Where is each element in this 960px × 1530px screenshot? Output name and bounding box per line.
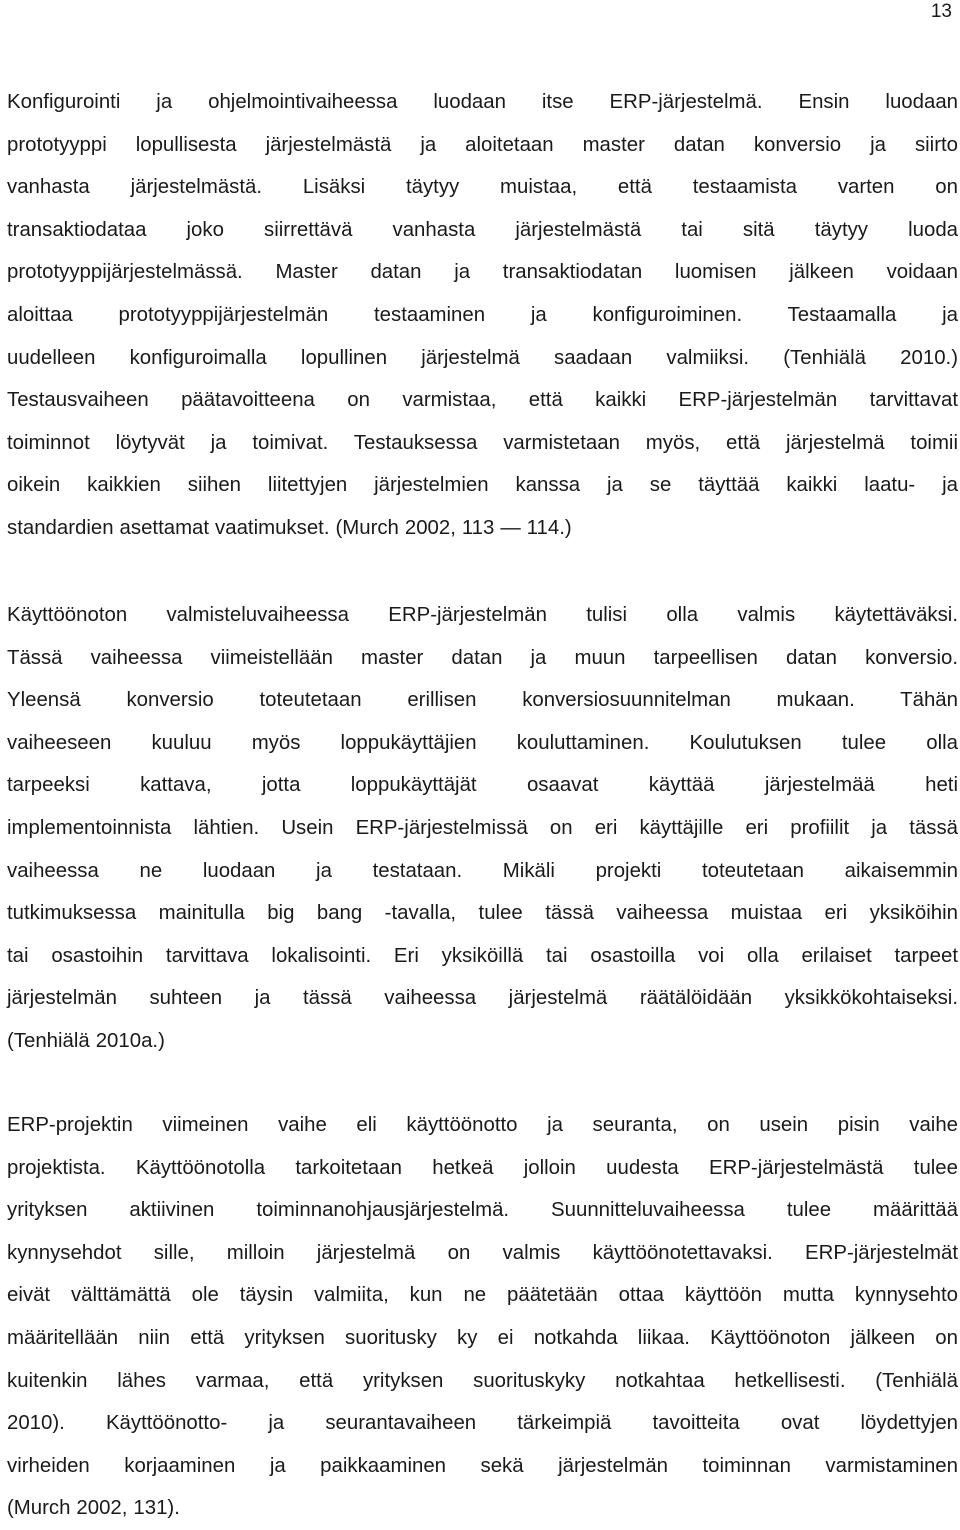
text-line: ERP-projektin viimeinen vaihe eli käyttöönotto ja seuranta, on usein pisin vaihe [7, 1114, 958, 1136]
text-line: järjestelmän suhteen ja tässä vaiheessa järjestelmä räätälöidään yksikkökohtaiseksi. [7, 987, 958, 1010]
text-line: tarpeeksi kattava, jotta loppukäyttäjät osaavat käyttää järjestelmää heti [7, 774, 958, 797]
text-line: prototyyppijärjestelmässä. Master datan ja transaktiodatan luomisen jälkeen voidaan [7, 261, 958, 284]
paragraph-configuration-phase [7, 81, 958, 550]
text-line: kuitenkin lähes varmaa, että yrityksen suorituskyky notkahtaa hetkellisesti. (Tenhiälä [7, 1369, 958, 1392]
text-line: aloittaa prototyyppijärjestelmän testaaminen ja konfiguroiminen. Testaamalla ja [7, 303, 958, 326]
text-line: standardien asettamat vaatimukset. (Murch 2002, 113 — 114.) [7, 516, 572, 539]
text-line: Tässä vaiheessa viimeistellään master datan ja muun tarpeellisen datan konversio. [7, 646, 958, 669]
page-number: 13 [930, 1, 952, 22]
text-line: virheiden korjaaminen ja paikkaaminen sekä järjestelmän toiminnan varmistaminen [7, 1454, 958, 1477]
paragraph-deployment-followup [7, 1104, 958, 1530]
text-line: määritellään niin että yrityksen suoritusky ky ei notkahda liikaa. Käyttöönoton jälkeen on [7, 1326, 958, 1349]
text-line: implementoinnista lähtien. Usein ERP-järjestelmissä on eri käyttäjille eri profiilit ja tässä [7, 816, 958, 839]
text-line: Käyttöönoton valmisteluvaiheessa ERP-järjestelmän tulisi olla valmis käytettäväksi. [7, 604, 958, 626]
text-line: kynnysehdot sille, milloin järjestelmä on valmis käyttöönotettavaksi. ERP-järjestelmät [7, 1241, 958, 1264]
text-line: Testausvaiheen päätavoitteena on varmistaa, että kaikki ERP-järjestelmän tarvittavat [7, 389, 958, 412]
text-line: vaiheeseen kuuluu myös loppukäyttäjien kouluttaminen. Koulutuksen tulee olla [7, 731, 958, 754]
text-line: eivät välttämättä ole täysin valmiita, kun ne päätetään ottaa käyttöön mutta kynnysehto [7, 1284, 958, 1307]
text-line: prototyyppi lopullisesta järjestelmästä ja aloitetaan master datan konversio ja siirto [7, 133, 958, 156]
text-line: tutkimuksessa mainitulla big bang -tavalla, tulee tässä vaiheessa muistaa eri yksiköihin [7, 902, 958, 925]
text-line: Konfigurointi ja ohjelmointivaiheessa luodaan itse ERP-järjestelmä. Ensin luodaan [7, 91, 958, 113]
text-line: toiminnot löytyvät ja toimivat. Testauksessa varmistetaan myös, että järjestelmä toimii [7, 431, 958, 454]
text-line: yrityksen aktiivinen toiminnanohjausjärjestelmä. Suunnitteluvaiheessa tulee määrittää [7, 1199, 958, 1222]
text-line: (Tenhiälä 2010a.) [7, 1029, 165, 1052]
text-line: tai osastoihin tarvittava lokalisointi. Eri yksiköillä tai osastoilla voi olla erilaiset tarpeet [7, 944, 958, 967]
text-line: vaiheessa ne luodaan ja testataan. Mikäli projekti toteutetaan aikaisemmin [7, 859, 958, 882]
text-line: uudelleen konfiguroimalla lopullinen järjestelmä saadaan valmiiksi. (Tenhiälä 2010.) [7, 346, 958, 369]
text-line: transaktiodataa joko siirrettävä vanhasta järjestelmästä tai sitä täytyy luoda [7, 218, 958, 241]
text-line: Yleensä konversio toteutetaan erillisen konversiosuunnitelman mukaan. Tähän [7, 689, 958, 712]
text-line: 2010). Käyttöönotto- ja seurantavaiheen tärkeimpiä tavoitteita ovat löydettyjen [7, 1412, 958, 1435]
text-line: (Murch 2002, 131). [7, 1497, 180, 1520]
text-line: vanhasta järjestelmästä. Lisäksi täytyy muistaa, että testaamista varten on [7, 176, 958, 199]
text-line: projektista. Käyttöönotolla tarkoitetaan hetkeä jolloin uudesta ERP-järjestelmästä tulee [7, 1156, 958, 1179]
paragraph-deployment-preparation [7, 594, 958, 1063]
text-line: oikein kaikkien siihen liitettyjen järjestelmien kanssa ja se täyttää kaikki laatu- ja [7, 474, 958, 497]
